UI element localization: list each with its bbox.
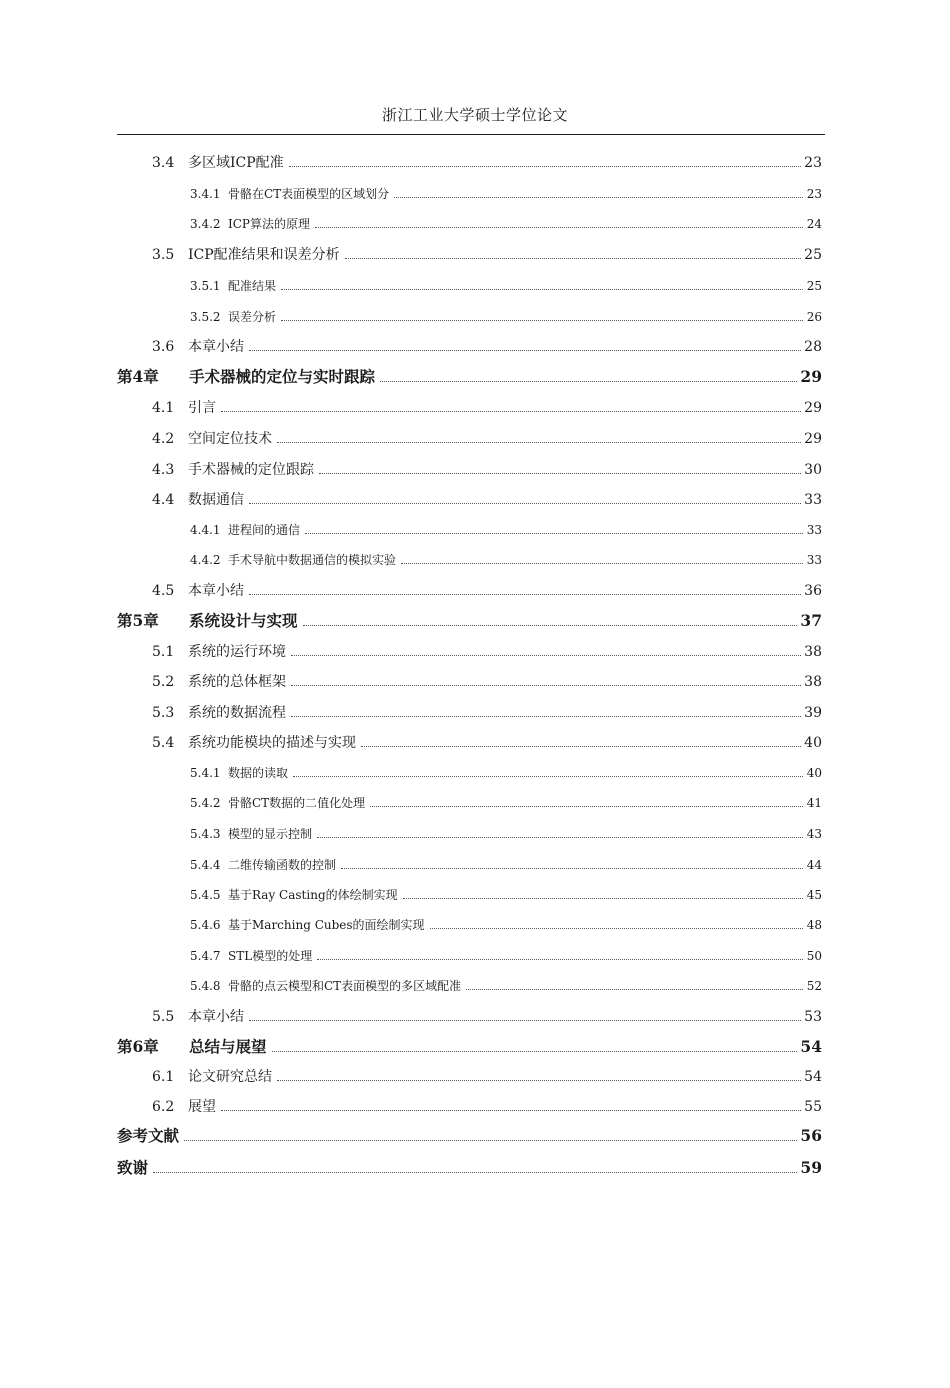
toc-number: 5.4 — [152, 735, 175, 751]
toc-chapter-entry[interactable] — [117, 610, 822, 632]
toc-title: 骨骼CT数据的二值化处理 — [228, 796, 366, 810]
toc-title: 模型的显示控制 — [228, 827, 313, 841]
toc-number: 3.5 — [152, 247, 175, 263]
toc-page: 30 — [804, 462, 822, 478]
toc-page: 33 — [806, 553, 822, 567]
toc-page: 54 — [804, 1069, 822, 1085]
toc-page: 28 — [804, 339, 822, 355]
toc-number: 3.5.2 — [190, 310, 221, 324]
toc-page: 55 — [804, 1099, 822, 1115]
dot-leader — [249, 594, 801, 595]
toc-number: 5.4.2 — [190, 796, 221, 810]
toc-entry[interactable] — [152, 580, 822, 602]
toc-page: 33 — [804, 492, 822, 508]
toc-chapter-title: 手术器械的定位与实时跟踪 — [189, 367, 376, 386]
toc-page: 45 — [806, 888, 822, 902]
toc-entry[interactable] — [190, 823, 822, 845]
toc-title: STL模型的处理 — [228, 949, 313, 963]
toc-number: 5.4.7 — [190, 949, 221, 963]
toc-title: 手术器械的定位跟踪 — [188, 462, 314, 478]
toc-entry[interactable] — [190, 945, 822, 967]
dot-leader — [315, 227, 803, 228]
toc-entry[interactable] — [152, 641, 822, 663]
dot-leader — [272, 1051, 798, 1052]
toc-entry[interactable] — [190, 519, 822, 541]
toc-page: 50 — [806, 949, 822, 963]
toc-title: 多区域ICP配准 — [188, 155, 284, 171]
toc-chapter-entry[interactable] — [117, 1036, 822, 1058]
toc-number: 4.5 — [152, 583, 175, 599]
toc-entry[interactable] — [190, 306, 822, 328]
dot-leader — [345, 258, 802, 259]
toc-chapter-title: 致谢 — [117, 1158, 149, 1177]
toc-entry[interactable] — [152, 397, 822, 419]
toc-number: 5.4.5 — [190, 888, 221, 902]
toc-entry[interactable] — [152, 244, 822, 266]
dot-leader — [291, 655, 801, 656]
toc-page: 44 — [806, 858, 822, 872]
toc-page: 25 — [804, 247, 822, 263]
toc-entry[interactable] — [190, 884, 822, 906]
dot-leader — [289, 166, 802, 167]
toc-number: 5.4.8 — [190, 979, 221, 993]
toc-title: 系统功能模块的描述与实现 — [188, 735, 356, 751]
toc-entry[interactable] — [190, 792, 822, 814]
dot-leader — [341, 868, 803, 869]
toc-entry[interactable] — [152, 732, 822, 754]
toc-page: 52 — [806, 979, 822, 993]
toc-entry[interactable] — [190, 183, 822, 205]
toc-number: 4.4.1 — [190, 523, 221, 537]
toc-chapter-title: 系统设计与实现 — [189, 611, 298, 630]
toc-page: 37 — [800, 611, 822, 630]
dot-leader — [401, 563, 803, 564]
toc-title: 本章小结 — [188, 583, 244, 599]
toc-entry[interactable] — [152, 459, 822, 481]
toc-entry[interactable] — [190, 975, 822, 997]
dot-leader — [466, 989, 803, 990]
toc-chapter-title: 总结与展望 — [189, 1037, 267, 1056]
toc-number: 6.2 — [152, 1099, 175, 1115]
toc-entry[interactable] — [190, 914, 822, 936]
toc-entry[interactable] — [152, 702, 822, 724]
toc-page: 33 — [806, 523, 822, 537]
toc-title: 配准结果 — [228, 279, 277, 293]
dot-leader — [153, 1172, 797, 1173]
toc-entry[interactable] — [190, 275, 822, 297]
toc-entry[interactable] — [152, 1066, 822, 1088]
toc-page: 36 — [804, 583, 822, 599]
dot-leader — [430, 928, 803, 929]
toc-number: 5.1 — [152, 644, 175, 660]
toc-title: 数据通信 — [188, 492, 244, 508]
toc-number: 5.4.3 — [190, 827, 221, 841]
toc-entry[interactable] — [190, 762, 822, 784]
toc-entry[interactable] — [152, 428, 822, 450]
toc-number: 4.4 — [152, 492, 175, 508]
dot-leader — [380, 381, 797, 382]
toc-number: 5.4.1 — [190, 766, 221, 780]
toc-page: 25 — [806, 279, 822, 293]
toc-title: 空间定位技术 — [188, 431, 272, 447]
toc-number: 3.4 — [152, 155, 175, 171]
toc-title: 手术导航中数据通信的模拟实验 — [228, 553, 397, 567]
toc-chapter-number: 第6章 — [117, 1037, 159, 1056]
toc-page: 26 — [806, 310, 822, 324]
toc-entry[interactable] — [152, 1096, 822, 1118]
dot-leader — [370, 806, 803, 807]
toc-number: 4.2 — [152, 431, 175, 447]
toc-title: 数据的读取 — [228, 766, 289, 780]
toc-page: 29 — [804, 431, 822, 447]
dot-leader — [394, 197, 803, 198]
toc-title: 论文研究总结 — [188, 1069, 272, 1085]
toc-entry[interactable] — [152, 152, 822, 174]
dot-leader — [249, 1020, 801, 1021]
toc-number: 5.4.4 — [190, 858, 221, 872]
toc-number: 3.4.2 — [190, 217, 221, 231]
toc-entry[interactable] — [152, 671, 822, 693]
dot-leader — [277, 1080, 801, 1081]
toc-title: 本章小结 — [188, 1009, 244, 1025]
toc-title: 本章小结 — [188, 339, 244, 355]
toc-title: 误差分析 — [228, 310, 277, 324]
dot-leader — [403, 898, 803, 899]
dot-leader — [184, 1140, 797, 1141]
dot-leader — [221, 1110, 801, 1111]
toc-page: 39 — [804, 705, 822, 721]
toc-number: 3.5.1 — [190, 279, 221, 293]
toc-page: 59 — [800, 1158, 822, 1177]
dot-leader — [305, 533, 803, 534]
dot-leader — [361, 746, 801, 747]
toc-page: 41 — [806, 796, 822, 810]
dot-leader — [291, 685, 801, 686]
dot-leader — [319, 473, 801, 474]
toc-number: 6.1 — [152, 1069, 175, 1085]
toc-page: 40 — [806, 766, 822, 780]
toc-title: 二维传输函数的控制 — [228, 858, 337, 872]
toc-title: 系统的运行环境 — [188, 644, 286, 660]
toc-page: 29 — [800, 367, 822, 386]
toc-number: 5.5 — [152, 1009, 175, 1025]
toc-page: 56 — [800, 1126, 822, 1145]
toc-chapter-number: 第4章 — [117, 367, 159, 386]
toc-number: 3.6 — [152, 339, 175, 355]
dot-leader — [249, 350, 801, 351]
dot-leader — [221, 411, 801, 412]
toc-acknowledgements-entry[interactable] — [117, 1157, 822, 1179]
toc-page: 43 — [806, 827, 822, 841]
toc-number: 4.3 — [152, 462, 175, 478]
toc-title: 系统的数据流程 — [188, 705, 286, 721]
toc-title: 骨骼在CT表面模型的区域划分 — [228, 187, 390, 201]
toc-number: 5.3 — [152, 705, 175, 721]
dot-leader — [277, 442, 801, 443]
toc-number: 4.4.2 — [190, 553, 221, 567]
toc-title: 基于Marching Cubes的面绘制实现 — [228, 918, 425, 932]
toc-title: 骨骼的点云模型和CT表面模型的多区域配准 — [228, 979, 462, 993]
toc-title: 展望 — [188, 1099, 216, 1115]
toc-page: 54 — [800, 1037, 822, 1056]
toc-chapter-title: 参考文献 — [117, 1126, 180, 1145]
dot-leader — [281, 289, 803, 290]
toc-number: 4.1 — [152, 400, 175, 416]
dot-leader — [249, 503, 801, 504]
toc-title: 引言 — [188, 400, 216, 416]
toc-page: 53 — [804, 1009, 822, 1025]
toc-title: ICP配准结果和误差分析 — [188, 247, 340, 263]
toc-page: 23 — [806, 187, 822, 201]
toc-chapter-entry[interactable] — [117, 366, 822, 388]
dot-leader — [317, 837, 803, 838]
toc-entry[interactable] — [152, 336, 822, 358]
toc-title: 系统的总体框架 — [188, 674, 286, 690]
toc-entry[interactable] — [190, 549, 822, 571]
toc-page: 40 — [804, 735, 822, 751]
toc-page: 38 — [804, 644, 822, 660]
dot-leader — [303, 625, 798, 626]
toc-page: 23 — [804, 155, 822, 171]
toc-page: 24 — [806, 217, 822, 231]
toc-title: ICP算法的原理 — [228, 217, 310, 231]
toc-page: 38 — [804, 674, 822, 690]
toc-page: 29 — [804, 400, 822, 416]
toc-entry[interactable] — [190, 854, 822, 876]
toc-number: 5.2 — [152, 674, 175, 690]
toc-chapter-number: 第5章 — [117, 611, 159, 630]
page-header-title: 浙江工业大学硕士学位论文 — [381, 106, 568, 124]
toc-number: 5.4.6 — [190, 918, 221, 932]
toc-entry[interactable] — [152, 1006, 822, 1028]
dot-leader — [317, 959, 803, 960]
toc-references-entry[interactable] — [117, 1125, 822, 1147]
toc-title: 基于Ray Casting的体绘制实现 — [228, 888, 398, 902]
dot-leader — [291, 716, 801, 717]
dot-leader — [293, 776, 803, 777]
toc-number: 3.4.1 — [190, 187, 221, 201]
toc-entry[interactable] — [152, 489, 822, 511]
toc-title: 进程间的通信 — [228, 523, 301, 537]
toc-page: 48 — [806, 918, 822, 932]
dot-leader — [281, 320, 803, 321]
toc-entry[interactable] — [190, 213, 822, 235]
